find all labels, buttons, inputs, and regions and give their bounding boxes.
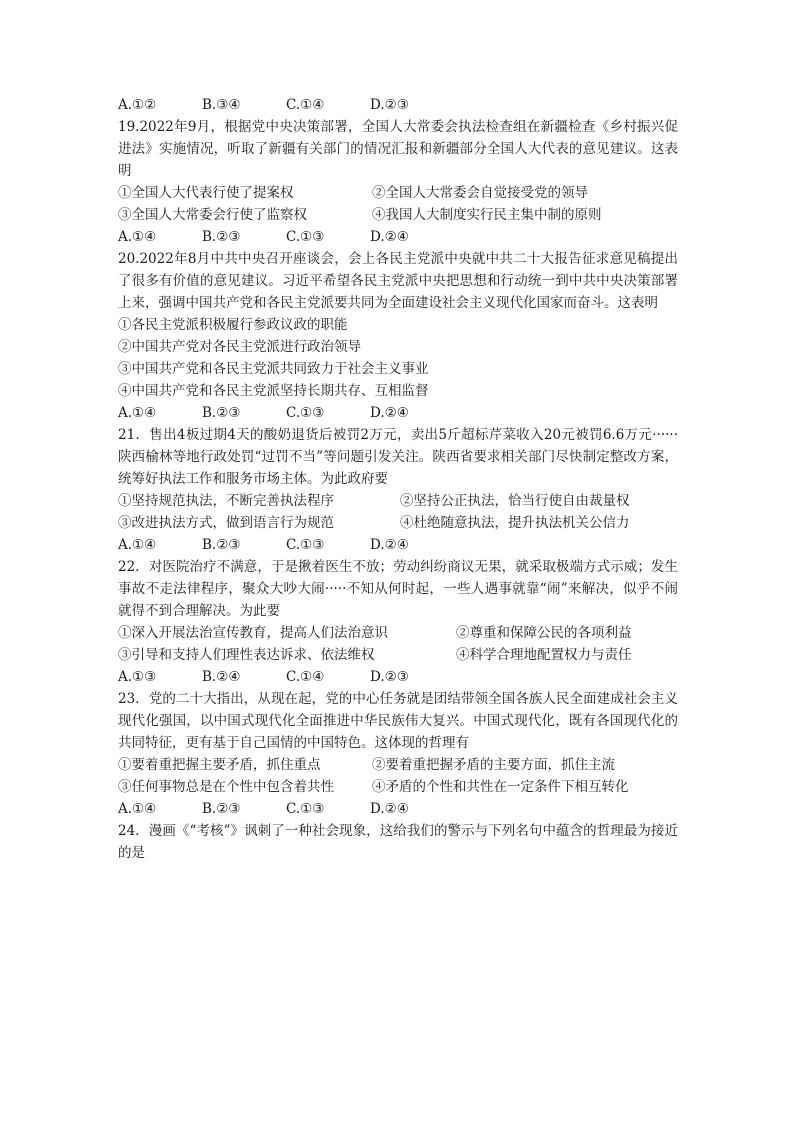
q20-option-1: ①各民主党派积极履行参政议政的职能 [118, 317, 348, 333]
q19-option-3: ③全国人大常委会行使了监察权 [118, 207, 307, 223]
q24-stem: 24．漫画《“考核”》讽刺了一种社会现象，这给我们的警示与下列名句中蕴含的哲理最为接近的是 [118, 823, 678, 861]
q20-answer-b: B.②③ [202, 405, 241, 421]
q18-answer-d: D.②③ [370, 97, 409, 113]
q19-answer-a: A.①④ [118, 229, 157, 245]
q19-option-4: ④我国人大制度实行民主集中制的原则 [372, 207, 602, 223]
q20-option-3: ③中国共产党和各民主党派共同致力于社会主义事业 [118, 361, 429, 377]
q22-options-row-2 [118, 644, 678, 666]
q22-answer-row [118, 666, 678, 688]
q19-answer-row [118, 226, 678, 248]
q23-option-1: ①要着重把握主要矛盾，抓住重点 [118, 757, 321, 773]
q20-option-2: ②中国共产党对各民主党派进行政治领导 [118, 339, 361, 355]
q22-options-row-1 [118, 622, 678, 644]
q20-option-4: ④中国共产党和各民主党派坚持长期共存、互相监督 [118, 383, 429, 399]
q21-options-row-2 [118, 512, 678, 534]
q23-stem: 23．党的二十大指出，从现在起，党的中心任务就是团结带领全国各族人民全面建成社会主义现代化强国，以中国式现代化全面推进中华民族伟大复兴。中国式现代化，既有各国现代化的共同特征，更有基于自己国情的中国特色。这体现的哲理有 [118, 691, 678, 751]
q22-answer-d: D.②③ [370, 669, 409, 685]
q22-stem: 22．对医院治疗不满意，于是揪着医生不放；劳动纠纷商议无果，就采取极端方式示威；发生事故不走法律程序，聚众大吵大闹·····不知从何时起，一些人遇事就靠“闹”来解决，似乎不闹就得不到合理解决。为此要 [118, 559, 678, 619]
q21-answer-d: D.②④ [370, 537, 409, 553]
q23-answer-a: A.①④ [118, 801, 157, 817]
q22-option-2: ②尊重和保障公民的各项利益 [456, 625, 632, 641]
q19-option-2: ②全国人大常委会自觉接受党的领导 [372, 185, 588, 201]
q20-stem: 20.2022年8月中共中央召开座谈会，会上各民主党派中央就中共二十大报告征求意见稿提出了很多有价值的意见建议。习近平希望各民主党派中央把思想和行动统一到中共中央决策部署上来，强调中国共产党和各民主党派要共同为全面建设社会主义现代化国家而奋斗。这表明 [118, 251, 678, 311]
q23-answer-d: D.②④ [370, 801, 409, 817]
q20-answer-d: D.②④ [370, 405, 409, 421]
q18-answer-b: B.③④ [202, 97, 241, 113]
q21-option-2: ②坚持公正执法，恰当行使自由裁量权 [400, 493, 630, 509]
q22-option-3: ③引导和支持人们理性表达诉求、依法维权 [118, 647, 375, 663]
q22-answer-b: B.②④ [202, 669, 241, 685]
q22-option-4: ④科学合理地配置权力与责任 [456, 647, 632, 663]
q20-answer-c: C.①③ [286, 405, 325, 421]
q21-options-row-1 [118, 490, 678, 512]
q23-answer-c: C.①③ [286, 801, 325, 817]
q21-answer-a: A.①④ [118, 537, 157, 553]
q23-option-4: ④矛盾的个性和共性在一定条件下相互转化 [372, 779, 629, 795]
q21-answer-b: B.②③ [202, 537, 241, 553]
q23-answer-row [118, 798, 678, 820]
q19-options-row-1 [118, 182, 678, 204]
q21-option-4: ④杜绝随意执法，提升执法机关公信力 [400, 515, 630, 531]
q19-stem: 19.2022年9月，根据党中央决策部署，全国人大常委会执法检查组在新疆检查《乡村振兴促进法》实施情况，听取了新疆有关部门的情况汇报和新疆部分全国人大代表的意见建议。这表明 [118, 119, 678, 179]
q22-answer-a: A.①③ [118, 669, 157, 685]
q21-answer-row [118, 534, 678, 556]
q21-option-1: ①坚持规范执法，不断完善执法程序 [118, 493, 334, 509]
q22-answer-c: C.①④ [286, 669, 325, 685]
q23-answer-b: B.②③ [202, 801, 241, 817]
q21-option-3: ③改进执法方式，做到语言行为规范 [118, 515, 334, 531]
q19-answer-b: B.②③ [202, 229, 241, 245]
q19-options-row-2 [118, 204, 678, 226]
q19-answer-d: D.②④ [370, 229, 409, 245]
q21-answer-c: C.①③ [286, 537, 325, 553]
q20-answer-row [118, 402, 678, 424]
q18-answer-row [118, 94, 678, 116]
q23-option-2: ②要着重把握矛盾的主要方面，抓住主流 [372, 757, 615, 773]
q19-option-1: ①全国人大代表行使了提案权 [118, 185, 294, 201]
exam-content [118, 94, 678, 864]
q23-options-row-1 [118, 754, 678, 776]
q19-answer-c: C.①③ [286, 229, 325, 245]
q23-options-row-2 [118, 776, 678, 798]
q23-option-3: ③任何事物总是在个性中包含着共性 [118, 779, 334, 795]
q18-answer-a: A.①② [118, 97, 157, 113]
q18-answer-c: C.①④ [286, 97, 325, 113]
q22-option-1: ①深入开展法治宣传教育，提高人们法治意识 [118, 625, 388, 641]
q21-stem: 21．售出4板过期4天的酸奶退货后被罚2万元，卖出5斤超标芹菜收入20元被罚6.6万元······陕西榆林等地行政处罚“过罚不当”等问题引发关注。陕西省要求相关部门尽快制定整改方案，统筹好执法工作和服务市场主体。为此政府要 [118, 427, 678, 487]
q20-answer-a: A.①④ [118, 405, 157, 421]
